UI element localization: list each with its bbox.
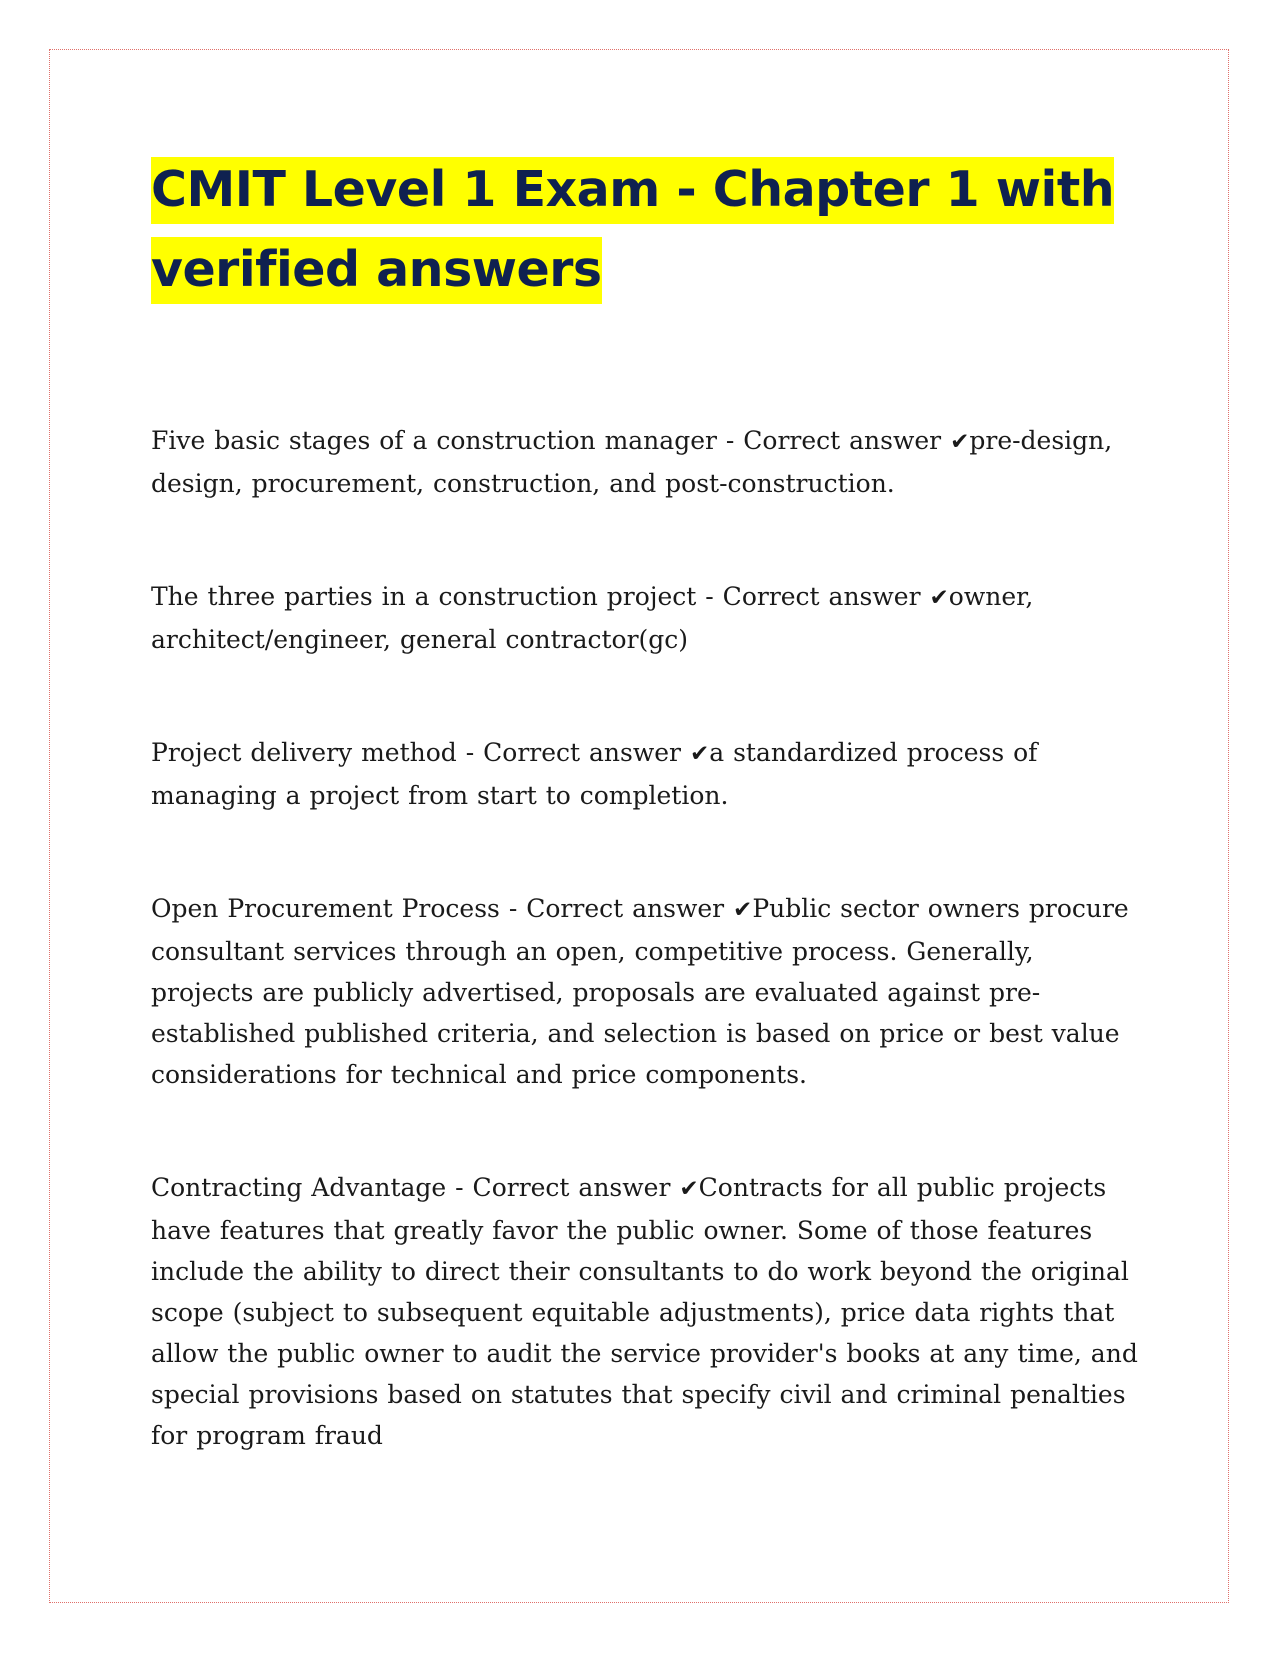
- qa-item: [151, 576, 1141, 660]
- document-title: [151, 150, 1141, 310]
- check-icon: ✔: [679, 1176, 699, 1202]
- qa-item: [151, 888, 1141, 1095]
- check-icon: ✔: [733, 897, 753, 923]
- qa-term: Contracting Advantage: [151, 1173, 447, 1202]
- qa-item: [151, 420, 1141, 504]
- check-icon: ✔: [689, 741, 710, 767]
- answer-separator: - Correct answer: [696, 582, 930, 611]
- qa-term: Open Procurement Process: [151, 894, 500, 923]
- qa-term: The three parties in a construction project: [151, 582, 697, 611]
- qa-answer: Public sector owners procure consultant services through an open, competitive process. Generally, projects are publicly advertised, proposals are evaluated against pre-established published criteria, and selection is based on price or best value considerations for technical and price components.: [151, 894, 1129, 1089]
- qa-term: Five basic stages of a construction manager: [151, 426, 717, 455]
- qa-answer: Contracts for all public projects have features that greatly favor the public owner. Some of those features include the ability to direct their consultants to do work beyond the original scope (subject to subsequent equitable adjustments), price data rights that allow the public owner to audit the service provider's books at any time, and special provisions based on statutes that specify civil and criminal penalties for program fraud: [151, 1173, 1138, 1450]
- qa-term: Project delivery method: [151, 738, 457, 767]
- qa-list: [151, 420, 1141, 1456]
- answer-separator: - Correct answer: [499, 894, 734, 923]
- answer-separator: - Correct answer: [456, 738, 690, 767]
- answer-separator: - Correct answer: [716, 426, 951, 455]
- check-icon: ✔: [950, 429, 970, 455]
- qa-answer: owner, architect/engineer, general contractor(gc): [151, 582, 1034, 654]
- qa-item: [151, 732, 1141, 816]
- title-highlight: CMIT Level 1 Exam - Chapter 1 with verified answers: [151, 157, 1114, 304]
- qa-answer: a standardized process of managing a project from start to completion.: [151, 738, 1038, 810]
- answer-separator: - Correct answer: [446, 1173, 680, 1202]
- check-icon: ✔: [929, 585, 949, 611]
- document-body: [151, 150, 1141, 1528]
- qa-item: [151, 1167, 1141, 1456]
- qa-answer: pre-design, design, procurement, construction, and post-construction.: [151, 426, 1113, 498]
